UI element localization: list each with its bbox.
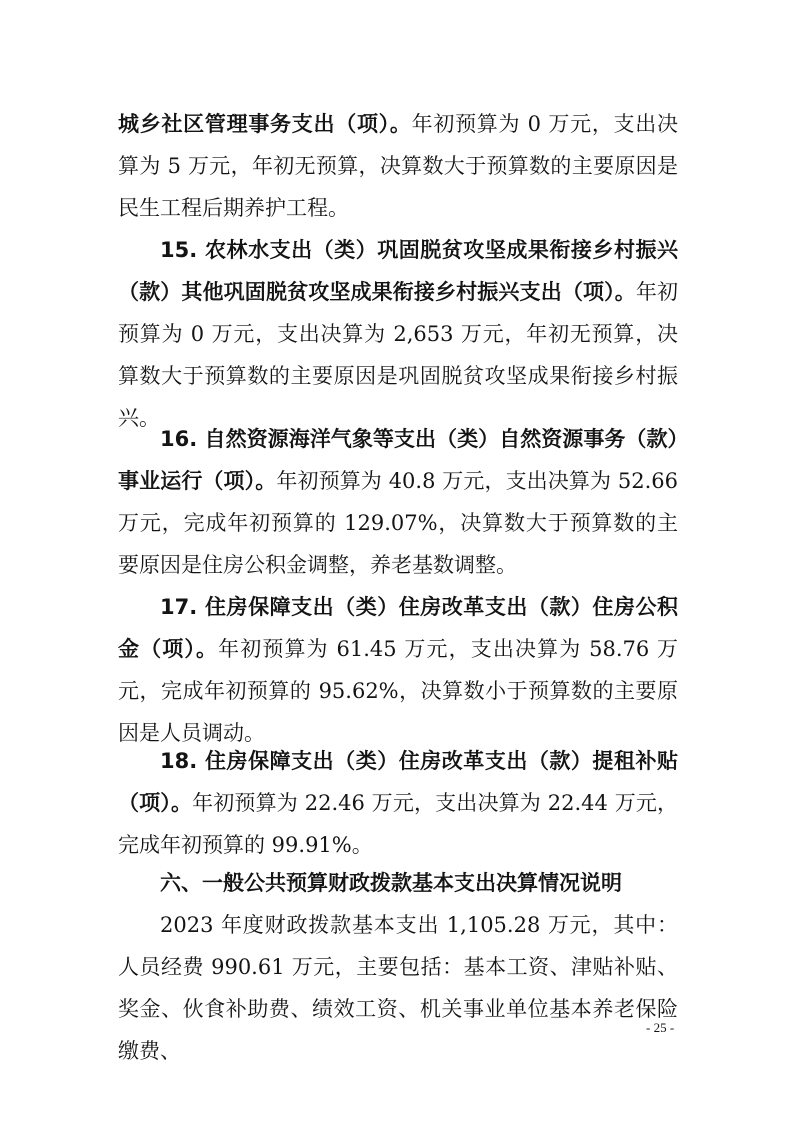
paragraph-title: 17. 住房保障支出（类）住房改革支出（款）住房公积金（项）。 (118, 595, 678, 661)
paragraph-text: 年初预算为 40.8 万元，支出决算为 52.66 万元，完成年初预算的 129.07%，决算数大于预算数的主要原因是住房公积金调整，养老基数调整。 (118, 469, 679, 577)
paragraph-title: 城乡社区管理事务支出（项）。 (118, 112, 412, 136)
paragraph-title: 18. 住房保障支出（类）住房改革支出（款）提租补贴（项）。 (118, 749, 678, 815)
paragraph-text: 年初预算为 0 万元，支出决算为 5 万元，年初无预算，决算数大于预算数的主要原因是民生工程后期养护工程。 (118, 112, 679, 220)
paragraph-urban-community (118, 103, 678, 229)
paragraph-title: 15. 农林水支出（类）巩固脱贫攻坚成果衔接乡村振兴（款）其他巩固脱贫攻坚成果衔接乡村振兴支出（项）。 (118, 238, 678, 304)
paragraph-item-17 (118, 586, 678, 754)
page-number: - 25 - (646, 1020, 675, 1035)
paragraph-item-18 (118, 740, 678, 866)
paragraph-item-15 (118, 229, 678, 439)
paragraph-item-16 (118, 418, 678, 586)
paragraph-title: 16. 自然资源海洋气象等支出（类）自然资源事务（款）事业运行（项）。 (118, 427, 678, 493)
section-body: 2023 年度财政拨款基本支出 1,105.28 万元，其中：人员经费 990.61 万元，主要包括：基本工资、津贴补贴、奖金、伙食补助费、绩效工资、机关事业单位基本养老保险缴费、 (118, 913, 678, 1063)
paragraph-text: 年初预算为 61.45 万元，支出决算为 58.76 万元，完成年初预算的 95.62%，决算数小于预算数的主要原因是人员调动。 (118, 637, 679, 745)
paragraph-text: 年初预算为 0 万元，支出决算为 2,653 万元，年初无预算，决算数大于预算数的主要原因是巩固脱贫攻坚成果衔接乡村振兴。 (118, 280, 679, 430)
section-heading: 六、一般公共预算财政拨款基本支出决算情况说明 (160, 871, 622, 895)
paragraph-text: 年初预算为 22.46 万元，支出决算为 22.44 万元，完成年初预算的 99.91%。 (118, 791, 679, 857)
